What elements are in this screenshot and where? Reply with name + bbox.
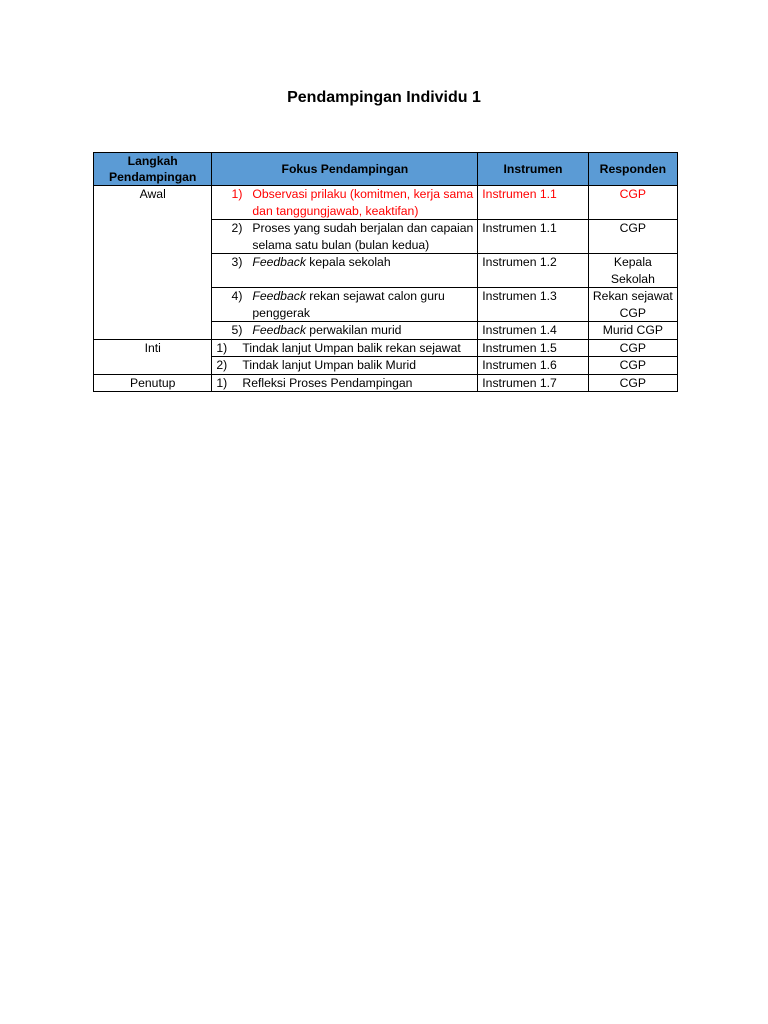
page-title: Pendampingan Individu 1 — [287, 89, 481, 106]
focus-text: kepala sekolah — [305, 255, 391, 269]
focus-text: Proses yang sudah berjalan dan capaian selama satu bulan (bulan kedua) — [252, 221, 474, 252]
instrument-cell: Instrumen 1.1 — [478, 186, 588, 220]
instrument-cell: Instrumen 1.3 — [478, 288, 588, 322]
item-number: 2) — [231, 221, 243, 235]
respondent-cell: Rekan sejawat CGP — [588, 288, 677, 322]
focus-cell — [212, 186, 478, 220]
header-instrument: Instrumen — [478, 153, 588, 186]
respondent-cell: CGP — [588, 339, 677, 357]
instrument-cell: Instrumen 1.7 — [478, 374, 588, 392]
instrument-cell: Instrumen 1.2 — [478, 254, 588, 288]
focus-text: Tindak lanjut Umpan balik rekan sejawat — [242, 340, 461, 355]
item-number: 3) — [231, 255, 243, 269]
focus-cell — [212, 220, 478, 254]
instrument-cell: Instrumen 1.6 — [478, 357, 588, 375]
respondent-cell: CGP — [588, 186, 677, 220]
focus-text: Refleksi Proses Pendampingan — [242, 375, 413, 390]
focus-cell — [212, 339, 478, 357]
step-cell-inti: Inti — [94, 339, 212, 374]
instrument-cell: Instrumen 1.5 — [478, 339, 588, 357]
focus-cell — [212, 288, 478, 322]
table-row — [94, 339, 678, 357]
step-cell-penutup: Penutup — [94, 374, 212, 392]
table-row — [94, 374, 678, 392]
focus-cell — [212, 322, 478, 340]
focus-text: Observasi prilaku (komitmen, kerja sama dan tanggungjawab, keaktifan) — [252, 187, 474, 218]
table-body — [94, 186, 678, 392]
focus-cell — [212, 254, 478, 288]
instrument-cell: Instrumen 1.4 — [478, 322, 588, 340]
respondent-cell: CGP — [588, 220, 677, 254]
respondent-cell: CGP — [588, 374, 677, 392]
instrument-cell: Instrumen 1.1 — [478, 220, 588, 254]
focus-cell — [212, 374, 478, 392]
respondent-cell: Kepala Sekolah — [588, 254, 677, 288]
respondent-cell: CGP — [588, 357, 677, 375]
item-number: 1) — [216, 340, 228, 355]
focus-text: rekan sejawat calon guru penggerak — [252, 289, 445, 320]
header-respondent: Responden — [588, 153, 677, 186]
feedback-term: Feedback — [252, 323, 306, 337]
item-number: 5) — [231, 323, 243, 337]
respondent-cell: Murid CGP — [588, 322, 677, 340]
focus-text: Tindak lanjut Umpan balik Murid — [242, 358, 417, 372]
step-cell-awal: Awal — [94, 186, 212, 340]
table-header-row — [94, 153, 678, 186]
focus-text: perwakilan murid — [305, 323, 402, 337]
feedback-term: Feedback — [252, 255, 306, 269]
item-number: 1) — [216, 375, 228, 390]
focus-cell — [212, 357, 478, 375]
item-number: 4) — [231, 289, 243, 303]
feedback-term: Feedback — [252, 289, 306, 303]
header-focus: Fokus Pendampingan — [212, 153, 478, 186]
mentoring-table — [93, 152, 678, 392]
item-number: 1) — [231, 187, 243, 201]
item-number: 2) — [216, 358, 228, 372]
table-row — [94, 186, 678, 220]
header-step: Langkah Pendampingan — [94, 153, 212, 186]
